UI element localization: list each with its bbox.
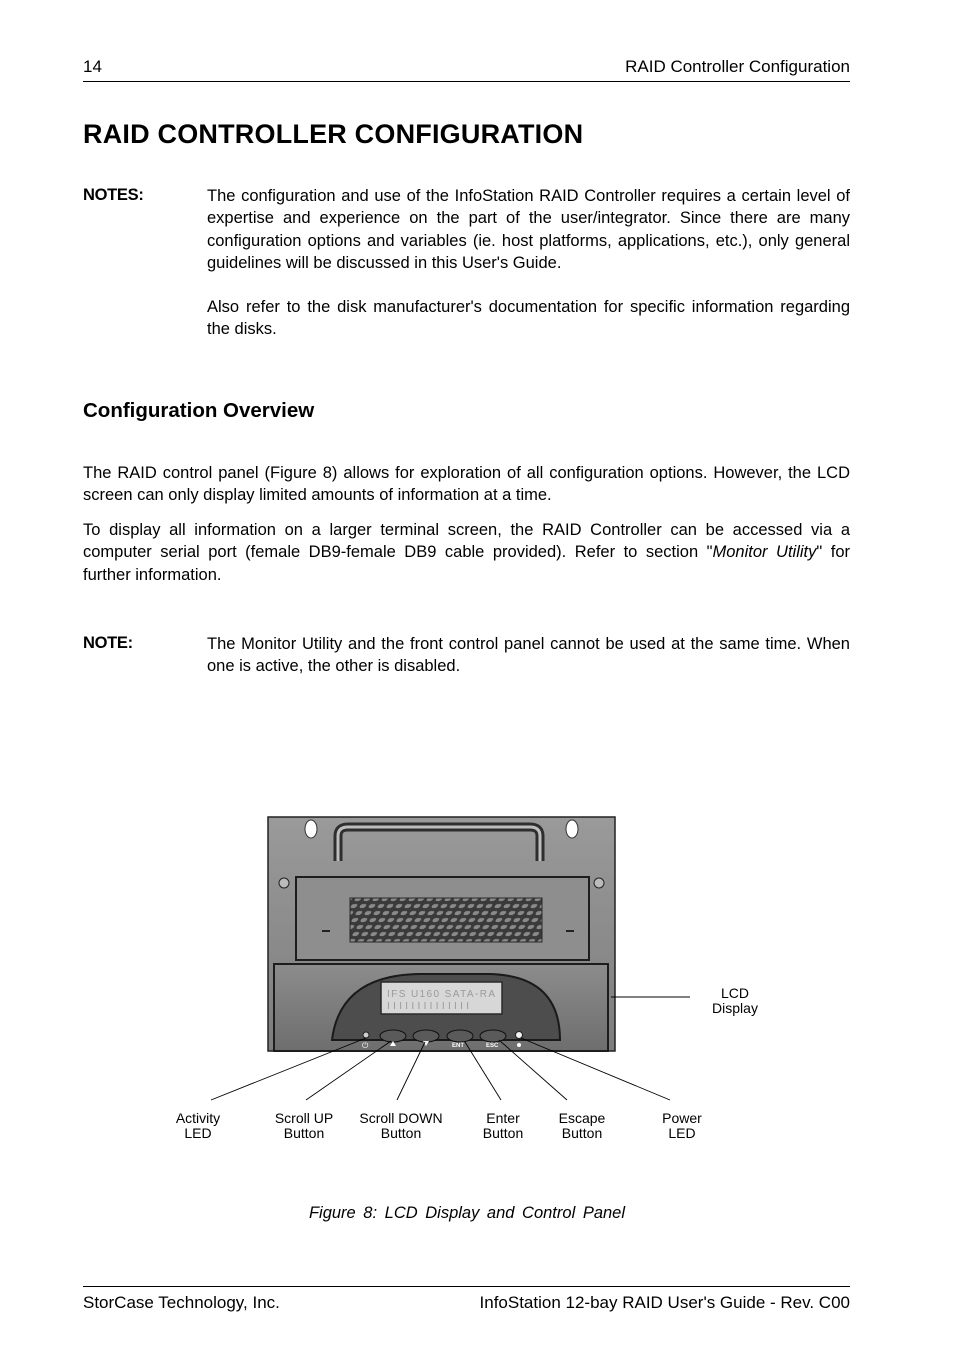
screw-icon <box>279 878 289 888</box>
power-led-indicator-icon <box>517 1043 521 1047</box>
callout-escape: Escape Button <box>558 1110 606 1141</box>
callout-power-led: Power LED <box>662 1110 702 1141</box>
paragraph-2-start: To display all information on a larger terminal screen, the RAID Controller can be accessed via a computer serial port (female DB9-female DB9 cable provided). Refer to section " <box>83 521 850 562</box>
paragraph-2-end: " for further information. <box>83 543 850 584</box>
callout-scroll-up: Scroll UP Button <box>274 1110 334 1141</box>
activity-led <box>363 1032 369 1038</box>
footer-document: InfoStation 12-bay RAID User's Guide - Rev. C00 <box>479 1293 850 1312</box>
power-symbol-icon: ⏻ <box>362 1041 369 1050</box>
section-paragraph-1: The RAID control panel (Figure 8) allows for exploration of all configuration options. However, the LCD screen can only display limited amounts of information at a time. <box>83 464 850 505</box>
upper-bay-mark-left <box>322 930 330 932</box>
footer-company: StorCase Technology, Inc. <box>83 1293 280 1312</box>
vent-grille <box>350 898 542 942</box>
footer-rule <box>83 1286 850 1287</box>
page-number: 14 <box>83 57 102 76</box>
escape-glyph: ESC <box>486 1043 499 1049</box>
callout-activity-led: Activity LED <box>175 1110 221 1141</box>
note-text: The Monitor Utility and the front control panel cannot be used at the same time. When one is active, the other is disabled. <box>207 635 850 676</box>
notes-label: NOTES: <box>83 186 144 204</box>
section-heading: Configuration Overview <box>83 399 315 422</box>
enter-glyph: ENT <box>452 1043 464 1049</box>
callout-lcd-display: LCD Display <box>712 985 758 1016</box>
note-label: NOTE: <box>83 634 133 652</box>
monitor-utility-reference: Monitor Utility <box>712 543 817 562</box>
lcd-text-line-2: IIIIIIIIIIIIII <box>387 1001 469 1012</box>
screw-icon <box>594 878 604 888</box>
mounting-slot-right <box>566 820 578 838</box>
callout-scroll-down: Scroll DOWN Button <box>359 1110 443 1141</box>
lcd-text-line-1: IFS U160 SATA-RA <box>387 989 495 1000</box>
upper-bay-mark-right <box>566 930 574 932</box>
scroll-up-button[interactable] <box>380 1030 406 1042</box>
scroll-down-button[interactable] <box>413 1030 439 1042</box>
notes-paragraph-1: The configuration and use of the InfoStation RAID Controller requires a certain level of expertise and experience on the part of the user/integrator. Since there are many configuration options and variables (ie. host platforms, applications, etc.), only general guidelines will be discussed in this User's Guide. <box>207 187 850 272</box>
enter-button[interactable] <box>447 1030 473 1042</box>
mounting-slot-left <box>305 820 317 838</box>
callout-enter: Enter Button <box>482 1110 524 1141</box>
notes-paragraph-2: Also refer to the disk manufacturer's documentation for specific information regarding the disks. <box>207 298 850 339</box>
running-title: RAID Controller Configuration <box>625 57 850 76</box>
figure-caption: Figure 8: LCD Display and Control Panel <box>308 1204 626 1222</box>
page-title: RAID CONTROLLER CONFIGURATION <box>83 119 584 149</box>
escape-button[interactable] <box>480 1030 506 1042</box>
power-led <box>516 1032 523 1039</box>
